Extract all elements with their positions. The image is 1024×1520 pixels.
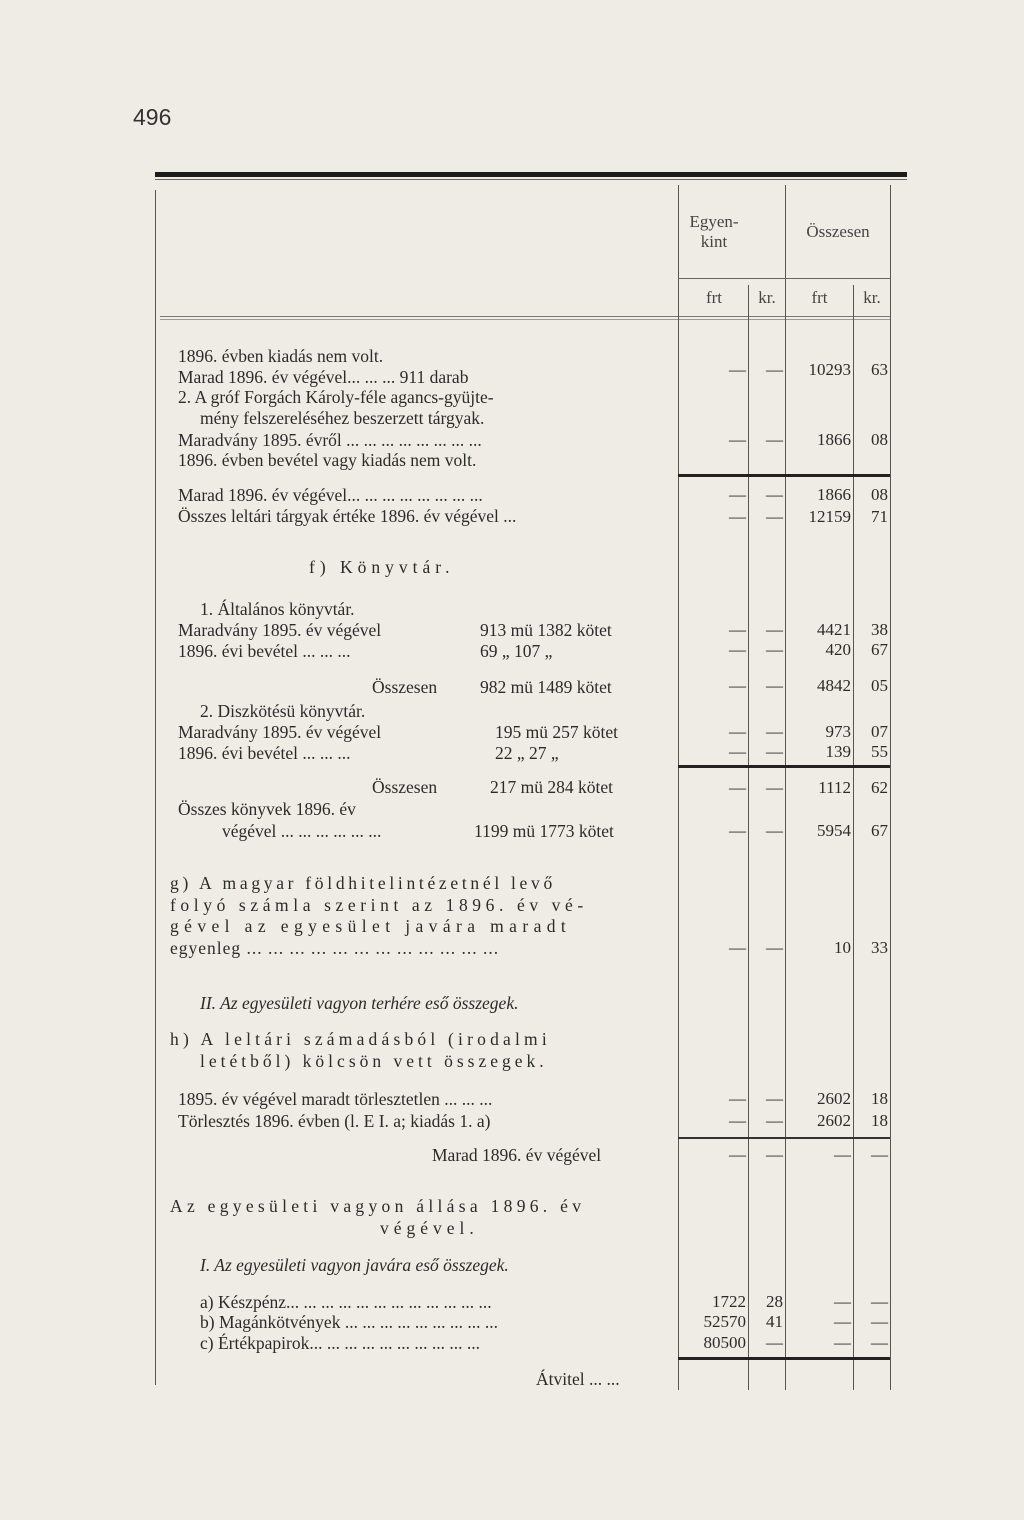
text-line: Törlesztés 1896. évben (l. E I. a; kiadás 1. a) bbox=[178, 1111, 491, 1131]
col-header-kr-1: kr. bbox=[758, 288, 776, 307]
egyenkint-kr-cell: — bbox=[766, 1089, 783, 1108]
egyenkint-kr-cell: — bbox=[766, 1333, 783, 1352]
egyenkint-kr-cell: — bbox=[766, 938, 783, 957]
text-line: Összesen bbox=[372, 677, 438, 697]
egyenkint-frt-cell: 80500 bbox=[703, 1333, 746, 1352]
osszesen-kr-cell: 33 bbox=[871, 938, 888, 957]
top-rule bbox=[155, 172, 907, 177]
col-header-kr-2: kr. bbox=[863, 288, 881, 307]
osszesen-frt-cell: — bbox=[834, 1333, 851, 1352]
osszesen-frt-cell: 10293 bbox=[808, 360, 851, 379]
section-title-terhere: II. Az egyesületi vagyon terhére eső összegek. bbox=[200, 993, 519, 1013]
separator-1 bbox=[678, 474, 890, 477]
egyenkint-frt-cell: — bbox=[729, 742, 746, 761]
egyenkint-frt-cell: — bbox=[729, 640, 746, 659]
egyenkint-kr-cell: 28 bbox=[766, 1292, 783, 1311]
text-line: b) Magánkötvények ... ... ... ... ... ... ... ... ... bbox=[200, 1312, 498, 1332]
egyenkint-frt-cell: 52570 bbox=[703, 1312, 746, 1331]
osszesen-kr-cell: 18 bbox=[871, 1089, 888, 1108]
text-line: végével. bbox=[380, 1218, 479, 1238]
egyenkint-kr-cell: — bbox=[766, 742, 783, 761]
text-line: 217 mü 284 kötet bbox=[490, 777, 613, 797]
text-line: 2. A gróf Forgách Károly-féle agancs-gyüjte- bbox=[178, 387, 494, 407]
header-mid-rule bbox=[678, 278, 890, 279]
osszesen-kr-cell: 67 bbox=[871, 821, 888, 840]
egyenkint-frt-cell: — bbox=[729, 360, 746, 379]
osszesen-frt-cell: 1112 bbox=[818, 778, 851, 797]
osszesen-frt-cell: — bbox=[834, 1312, 851, 1331]
egyenkint-frt-cell: 1722 bbox=[712, 1292, 746, 1311]
osszesen-frt-cell: — bbox=[834, 1145, 851, 1164]
text-line: g) A magyar földhitelintézetnél levő bbox=[170, 873, 556, 893]
osszesen-kr-cell: 08 bbox=[871, 485, 888, 504]
osszesen-kr-cell: 05 bbox=[871, 676, 888, 695]
osszesen-kr-cell: 62 bbox=[871, 778, 888, 797]
text-line: végével ... ... ... ... ... ... bbox=[222, 821, 382, 841]
col-header-osszesen: Összesen bbox=[806, 222, 870, 241]
text-line: Marad 1896. év végével bbox=[432, 1145, 602, 1165]
osszesen-frt-cell: 12159 bbox=[808, 507, 851, 526]
egyenkint-kr-cell: — bbox=[766, 507, 783, 526]
egyenkint-kr-cell: — bbox=[766, 640, 783, 659]
egyenkint-frt-cell: — bbox=[729, 778, 746, 797]
col-header-egyenkint: Egyen- kint bbox=[689, 212, 739, 251]
egyenkint-kr-cell: — bbox=[766, 821, 783, 840]
text-line: Összes leltári tárgyak értéke 1896. év végével ... bbox=[178, 506, 517, 526]
osszesen-kr-cell: — bbox=[871, 1333, 888, 1352]
header-rule bbox=[160, 316, 890, 317]
egyenkint-kr-cell: — bbox=[766, 360, 783, 379]
osszesen-kr-cell: 55 bbox=[871, 742, 888, 761]
egyenkint-frt-cell: — bbox=[729, 1145, 746, 1164]
col-line-egyenkint-left bbox=[678, 185, 679, 1390]
osszesen-kr-cell: 08 bbox=[871, 430, 888, 449]
page-number: 496 bbox=[133, 104, 172, 130]
egyenkint-frt-cell: — bbox=[729, 507, 746, 526]
egyenkint-kr-cell: — bbox=[766, 722, 783, 741]
osszesen-frt-cell: 420 bbox=[825, 640, 851, 659]
col-line-left bbox=[155, 190, 156, 1385]
text-line: Maradvány 1895. év végével bbox=[178, 722, 382, 742]
egyenkint-frt-cell: — bbox=[729, 722, 746, 741]
text-line: folyó számla szerint az 1896. év vé- bbox=[170, 895, 588, 915]
egyenkint-frt-cell: — bbox=[729, 430, 746, 449]
text-line: h) A leltári számadásból (irodalmi bbox=[170, 1029, 551, 1049]
egyenkint-frt-cell: — bbox=[729, 485, 746, 504]
egyenkint-kr-cell: — bbox=[766, 620, 783, 639]
osszesen-frt-cell: 2602 bbox=[817, 1089, 851, 1108]
egyenkint-frt-cell: — bbox=[729, 620, 746, 639]
col-header-frt-1: frt bbox=[705, 288, 723, 307]
text-line: gével az egyesület javára maradt bbox=[170, 916, 572, 936]
text-line: Maradvány 1895. év végével bbox=[178, 620, 382, 640]
osszesen-kr-cell: 71 bbox=[871, 507, 888, 526]
text-line: mény felszereléséhez beszerzett tárgyak. bbox=[200, 408, 485, 428]
text-line: egyenleg ... ... ... ... ... ... ... ... ... ... ... ... bbox=[170, 938, 500, 958]
osszesen-kr-cell: 18 bbox=[871, 1111, 888, 1130]
osszesen-frt-cell: 5954 bbox=[817, 821, 851, 840]
section-title-javara: I. Az egyesületi vagyon javára eső összegek. bbox=[200, 1255, 509, 1275]
egyenkint-kr-cell: — bbox=[766, 1111, 783, 1130]
egyenkint-kr-cell: — bbox=[766, 1145, 783, 1164]
osszesen-frt-cell: 139 bbox=[825, 742, 851, 761]
text-line: 195 mü 257 kötet bbox=[495, 722, 618, 742]
egyenkint-frt-cell: — bbox=[729, 821, 746, 840]
text-line: Összes könyvek 1896. év bbox=[178, 799, 356, 819]
text-line: 1896. évi bevétel ... ... ... bbox=[178, 743, 351, 763]
text-line: 69 „ 107 „ bbox=[480, 641, 553, 661]
text-line: 1895. év végével maradt törlesztetlen ... ... ... bbox=[178, 1089, 493, 1109]
col-line-egyenkint-kr bbox=[748, 285, 749, 1390]
osszesen-kr-cell: — bbox=[871, 1292, 888, 1311]
separator-2 bbox=[678, 765, 890, 768]
egyenkint-frt-cell: — bbox=[729, 676, 746, 695]
egyenkint-frt-cell: — bbox=[729, 1111, 746, 1130]
text-line: 1896. évben kiadás nem volt. bbox=[178, 346, 384, 366]
text-line: 913 mü 1382 kötet bbox=[480, 620, 612, 640]
osszesen-frt-cell: 4842 bbox=[817, 676, 851, 695]
egyenkint-frt-cell: — bbox=[729, 938, 746, 957]
text-line: 1896. évi bevétel ... ... ... bbox=[178, 641, 351, 661]
osszesen-frt-cell: 1866 bbox=[817, 430, 851, 449]
text-line: Marad 1896. év végével... ... ... 911 darab bbox=[178, 367, 469, 387]
text-line: a) Készpénz... ... ... ... ... ... ... ... ... ... ... ... bbox=[200, 1292, 492, 1312]
osszesen-kr-cell: 63 bbox=[871, 360, 888, 379]
col-line-egyenkint-right bbox=[785, 185, 786, 1390]
osszesen-frt-cell: 973 bbox=[825, 722, 851, 741]
text-line: Maradvány 1895. évről ... ... ... ... ... ... ... ... bbox=[178, 430, 482, 450]
text-line: 1896. évben bevétel vagy kiadás nem volt. bbox=[178, 450, 477, 470]
header-rule-2 bbox=[160, 319, 890, 320]
col-header-frt-2: frt bbox=[811, 288, 828, 307]
egyenkint-frt-cell: — bbox=[729, 1089, 746, 1108]
text-line: Összesen bbox=[372, 777, 438, 797]
egyenkint-kr-cell: — bbox=[766, 676, 783, 695]
top-rule-thin bbox=[155, 179, 907, 180]
text-line: 982 mü 1489 kötet bbox=[480, 677, 612, 697]
osszesen-frt-cell: — bbox=[834, 1292, 851, 1311]
osszesen-kr-cell: — bbox=[871, 1312, 888, 1331]
text-line: 1199 mü 1773 kötet bbox=[474, 821, 614, 841]
text-line: c) Értékpapirok... ... ... ... ... ... ... ... ... ... bbox=[200, 1333, 480, 1353]
osszesen-kr-cell: 67 bbox=[871, 640, 888, 659]
text-line-atvitel: Átvitel ... ... bbox=[536, 1369, 620, 1389]
separator-3 bbox=[678, 1137, 890, 1139]
text-line: Marad 1896. év végével... ... ... ... ... ... ... ... bbox=[178, 485, 483, 505]
osszesen-frt-cell: 2602 bbox=[817, 1111, 851, 1130]
egyenkint-kr-cell: — bbox=[766, 430, 783, 449]
col-line-osszesen-kr bbox=[853, 285, 854, 1390]
egyenkint-kr-cell: 41 bbox=[766, 1312, 783, 1331]
text-line: letétből) kölcsön vett összegek. bbox=[200, 1051, 548, 1071]
section-title-vagyon-allasa: Az egyesületi vagyon állása 1896. év bbox=[170, 1196, 586, 1216]
egyenkint-kr-cell: — bbox=[766, 485, 783, 504]
osszesen-kr-cell: — bbox=[871, 1145, 888, 1164]
osszesen-frt-cell: 4421 bbox=[817, 620, 851, 639]
osszesen-frt-cell: 1866 bbox=[817, 485, 851, 504]
osszesen-kr-cell: 38 bbox=[871, 620, 888, 639]
separator-4 bbox=[678, 1357, 890, 1360]
text-line: 2. Diszkötésü könyvtár. bbox=[200, 701, 366, 721]
col-line-right bbox=[890, 185, 891, 1390]
section-title-konyvtar: f) Könyvtár. bbox=[309, 557, 455, 577]
text-line: 1. Általános könyvtár. bbox=[200, 599, 355, 619]
osszesen-kr-cell: 07 bbox=[871, 722, 888, 741]
text-line: 22 „ 27 „ bbox=[495, 743, 559, 763]
egyenkint-kr-cell: — bbox=[766, 778, 783, 797]
osszesen-frt-cell: 10 bbox=[834, 938, 851, 957]
